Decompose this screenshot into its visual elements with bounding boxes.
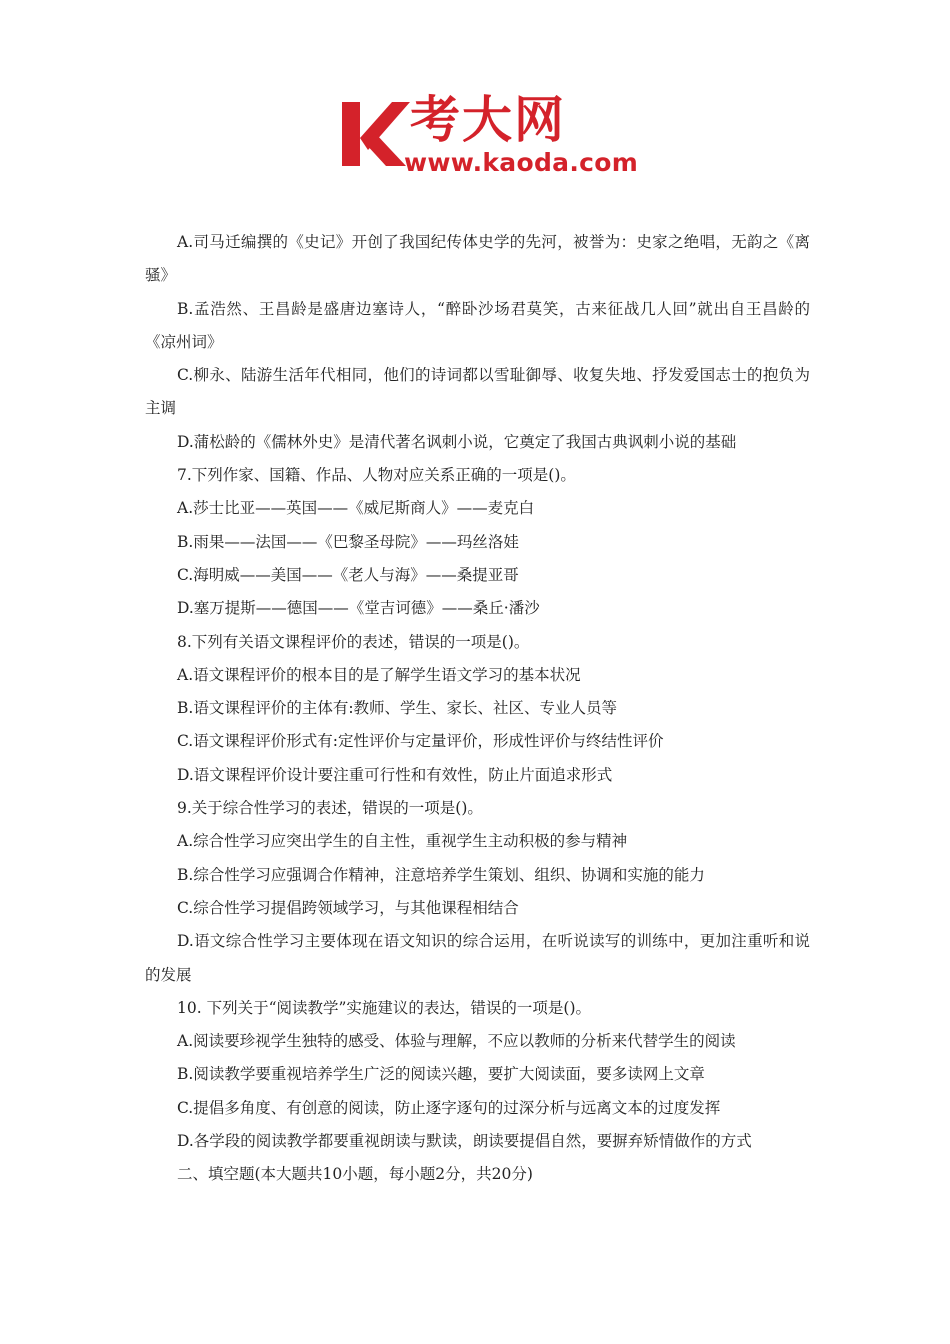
- question-8-option-d: D.语文课程评价设计要注重可行性和有效性，防止片面追求形式: [177, 765, 613, 784]
- question-9-option-a: A.综合性学习应突出学生的自主性，重视学生主动积极的参与精神: [177, 832, 628, 851]
- section-2-heading: 二、填空题(本大题共10小题，每小题2分，共20分): [177, 1165, 533, 1184]
- logo-url-text: www.kaoda.com: [404, 148, 639, 177]
- question-7-option-c: C.海明威——美国——《老人与海》——桑提亚哥: [177, 565, 519, 584]
- question-7-option-b: B.雨果——法国——《巴黎圣母院》——玛丝洛娃: [177, 532, 519, 551]
- question-7-stem: 7.下列作家、国籍、作品、人物对应关系正确的一项是()。: [177, 466, 576, 485]
- question-9-option-d: D.语文综合性学习主要体现在语文知识的综合运用，在听说读写的训练中，更加注重听和说的发展: [145, 932, 810, 984]
- question-8-option-c: C.语文课程评价形式有:定性评价与定量评价，形成性评价与终结性评价: [177, 732, 664, 751]
- question-6-option-c: C.柳永、陆游生活年代相同，他们的诗词都以雪耻御辱、收复失地、抒发爱国志士的抱负为主调: [145, 366, 810, 418]
- question-9-option-b: B.综合性学习应强调合作精神，注意培养学生策划、组织、协调和实施的能力: [177, 865, 705, 884]
- question-9-option-c: C.综合性学习提倡跨领域学习，与其他课程相结合: [177, 898, 519, 917]
- question-7-option-d: D.塞万提斯——德国——《堂吉诃德》——桑丘·潘沙: [177, 599, 540, 618]
- question-6-option-d: D.蒲松龄的《儒林外史》是清代著名讽刺小说，它奠定了我国古典讽刺小说的基础: [177, 432, 737, 451]
- document-body: [145, 226, 810, 1192]
- question-8-option-a: A.语文课程评价的根本目的是了解学生语文学习的基本状况: [177, 665, 581, 684]
- question-9-stem: 9.关于综合性学习的表述，错误的一项是()。: [177, 799, 483, 818]
- question-6-option-a: A.司马迁编撰的《史记》开创了我国纪传体史学的先河，被誉为：史家之绝唱，无韵之《离骚》: [145, 233, 810, 285]
- question-10-option-b: B.阅读教学要重视培养学生广泛的阅读兴趣，要扩大阅读面，要多读网上文章: [177, 1065, 705, 1084]
- logo-brand-text: 考大网: [410, 91, 566, 149]
- question-7-option-a: A.莎士比亚——英国——《威尼斯商人》——麦克白: [177, 499, 535, 518]
- question-10-option-c: C.提倡多角度、有创意的阅读，防止逐字逐句的过深分析与远离文本的过度发挥: [177, 1098, 721, 1117]
- question-10-option-d: D.各学段的阅读教学都要重视朗读与默读，朗读要提倡自然，要摒弃矫情做作的方式: [177, 1132, 752, 1151]
- question-8-stem: 8.下列有关语文课程评价的表述，错误的一项是()。: [177, 632, 530, 651]
- question-6-option-b: B.孟浩然、王昌龄是盛唐边塞诗人，“醉卧沙场君莫笑，古来征战几人回”就出自王昌龄的《凉州词》: [145, 299, 810, 351]
- question-8-option-b: B.语文课程评价的主体有:教师、学生、家长、社区、专业人员等: [177, 699, 618, 718]
- k-logo-icon: [340, 98, 410, 170]
- question-10-option-a: A.阅读要珍视学生独特的感受、体验与理解，不应以教师的分析来代替学生的阅读: [177, 1032, 736, 1051]
- question-10-stem: 10. 下列关于“阅读教学”实施建议的表达，错误的一项是()。: [177, 998, 592, 1017]
- kaoda-logo: [340, 92, 670, 192]
